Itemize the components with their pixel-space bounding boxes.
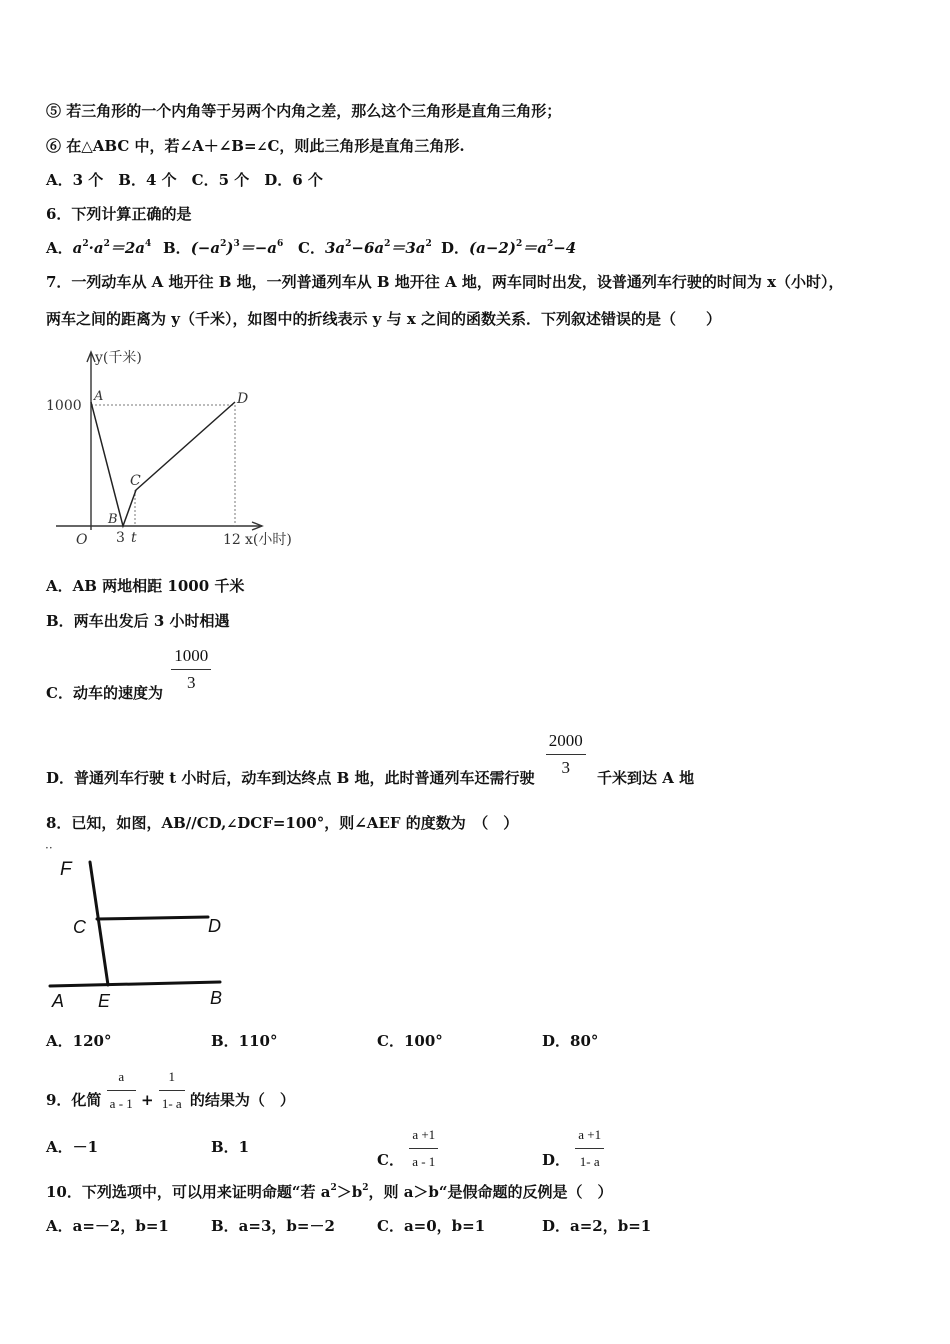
q9-stem — [46, 1066, 295, 1115]
q6-option-a — [46, 237, 151, 259]
plus-sign: + — [141, 1090, 154, 1109]
q9-stem-pre: 9．化简 — [46, 1090, 102, 1109]
y-axis-label: y(千米) — [95, 350, 142, 366]
fraction-numerator: a — [107, 1066, 136, 1091]
fraction-denominator: 3 — [561, 758, 570, 777]
q7-option-d-text: D．普通列车行驶 t 小时后，动车到达终点 B 地，此时普通列车还需行驶 — [46, 768, 535, 787]
fraction-numerator: 1 — [159, 1066, 185, 1091]
exponent: 2 — [362, 1183, 369, 1193]
exponent: 2 — [546, 239, 554, 249]
q8-figure — [40, 840, 240, 1015]
point-e-label: E — [98, 991, 111, 1011]
expr-part: −6a — [351, 239, 385, 257]
q10-option-a: A．a=－2，b=1 — [46, 1217, 169, 1235]
q7-option-b: B．两车出发后 3 小时相遇 — [46, 612, 230, 630]
q9-option-c — [377, 1124, 438, 1173]
q9-fraction-1 — [107, 1066, 136, 1115]
q9-option-b: B．1 — [211, 1138, 250, 1156]
point-a-label: A — [52, 991, 65, 1011]
q7-option-c — [46, 645, 211, 702]
fraction-denominator: a - 1 — [109, 1096, 133, 1111]
q7-stem-line2: 两车之间的距离为 y（千米），如图中的折线表示 y 与 x 之间的函数关系．下列叙述错误的是（ ） — [46, 310, 721, 328]
fraction-numerator: a +1 — [575, 1124, 604, 1149]
q5-item6-end: C，则此三角形是直角三角形. — [267, 137, 465, 155]
fraction-denominator: 3 — [186, 673, 196, 692]
q7-option-c-text: C．动车的速度为 — [46, 683, 163, 702]
line-ab — [50, 982, 220, 986]
q10-stem-post: ，则 a＞b“是假命题的反例是（ ） — [368, 1183, 613, 1201]
option-label: D． — [441, 239, 470, 257]
expr-part: −4 — [553, 239, 577, 257]
line-fe — [90, 862, 108, 985]
exponent: 6 — [277, 239, 284, 249]
q8-stem-text: 8．已知，如图，AB//CD, — [46, 814, 227, 832]
q8-option-c: C．100° — [377, 1032, 443, 1050]
exponent: 2 — [330, 1183, 337, 1193]
point-a-label: A — [94, 389, 104, 404]
x-tick-12: 12 — [223, 532, 241, 548]
q7-graph — [40, 340, 310, 555]
exponent: 2 — [345, 239, 352, 249]
point-b-label: B — [210, 988, 223, 1008]
q10-stem — [46, 1181, 613, 1203]
q9-option-d-fraction — [575, 1124, 604, 1173]
corner-mark: ·· — [45, 841, 53, 855]
q5-item6 — [46, 135, 465, 159]
q6-option-d — [441, 237, 576, 259]
expr-part: ＝2a — [109, 239, 146, 257]
option-label: C． — [298, 239, 325, 257]
q7-option-c-fraction — [171, 645, 211, 694]
point-b-label: B — [108, 512, 118, 527]
q10-stem-mid: ＞b — [336, 1183, 363, 1201]
point-d-label: D — [237, 391, 249, 407]
q10-option-b: B．a=3，b=－2 — [211, 1217, 335, 1235]
exponent: 3 — [233, 239, 240, 249]
option-label: B． — [163, 239, 191, 257]
expr-part: 3a — [324, 239, 346, 257]
x-axis-label: x(小时) — [245, 532, 292, 548]
function-polyline — [91, 402, 235, 526]
q9-option-a: A．－1 — [46, 1138, 99, 1156]
q10-stem-pre: 10．下列选项中，可以用来证明命题“若 a — [46, 1183, 331, 1201]
q9-options — [46, 1124, 906, 1168]
point-d-label: D — [208, 916, 221, 936]
angle-symbol: ∠ — [256, 140, 268, 155]
fraction-numerator: 2000 — [546, 730, 586, 755]
q8-stem-end: DCF=100°，则∠AEF 的度数为 （ ） — [237, 814, 519, 832]
x-tick-t: t — [131, 530, 137, 546]
q7-option-d-end: 千米到达 A 地 — [596, 768, 695, 787]
q9-fraction-2 — [159, 1066, 185, 1115]
q6-option-c — [298, 237, 432, 259]
q6-stem: 6．下列计算正确的是 — [46, 205, 192, 223]
q7-option-a: A．AB 两地相距 1000 千米 — [46, 577, 245, 595]
point-c-label: C — [130, 473, 141, 489]
exponent: 4 — [145, 239, 152, 249]
line-cd — [97, 917, 208, 919]
q10-option-c: C．a=0，b=1 — [377, 1217, 486, 1235]
q9-option-d — [542, 1124, 604, 1173]
option-label: A． — [46, 239, 73, 257]
q6-option-b — [163, 237, 283, 259]
expr-part: a — [72, 239, 83, 257]
fraction-denominator: a - 1 — [412, 1154, 436, 1169]
q5-item6-text: ⑥ 在△ABC 中，若∠A＋∠B= — [46, 137, 257, 155]
angle-symbol: ∠ — [226, 817, 238, 832]
exponent: 2 — [425, 239, 432, 249]
x-tick-3: 3 — [116, 530, 125, 546]
point-c-label: C — [73, 917, 86, 937]
fraction-numerator: 1000 — [171, 645, 211, 670]
option-label: C． — [377, 1150, 404, 1169]
q7-option-d-fraction — [546, 730, 586, 779]
expr-part: (a−2) — [469, 239, 516, 257]
exponent: 2 — [515, 239, 523, 249]
q7-option-d — [46, 730, 695, 787]
fraction-numerator: a +1 — [409, 1124, 438, 1149]
q8-option-d: D．80° — [542, 1032, 599, 1050]
exponent: 2 — [384, 239, 391, 249]
fraction-denominator: 1- a — [579, 1154, 600, 1169]
exponent: 2 — [220, 239, 227, 249]
exponent: 2 — [103, 239, 110, 249]
exponent: 2 — [82, 239, 89, 249]
expr-part: (−a — [190, 239, 221, 257]
q7-stem-line1: 7．一列动车从 A 地开往 B 地，一列普通列车从 B 地开往 A 地，两车同时出发，设普通列车行驶的时间为 x（小时）， — [46, 273, 844, 291]
q8-option-a: A．120° — [46, 1032, 112, 1050]
q10-option-d: D．a=2，b=1 — [542, 1217, 652, 1235]
point-f-label: F — [60, 859, 72, 880]
origin-label: O — [76, 532, 88, 548]
q8-stem — [46, 812, 518, 836]
expr-part: ) — [226, 239, 234, 257]
q9-option-c-fraction — [409, 1124, 438, 1173]
expr-part: ·a — [88, 239, 104, 257]
expr-part: ＝a — [522, 239, 547, 257]
q5-options: A．3 个 B．4 个 C．5 个 D．6 个 — [46, 171, 323, 189]
expr-part: ＝−a — [239, 239, 278, 257]
q8-option-b: B．110° — [211, 1032, 278, 1050]
fraction-denominator: 1- a — [161, 1096, 182, 1111]
option-label: D． — [542, 1150, 571, 1169]
q9-stem-post: 的结果为（ ） — [189, 1090, 295, 1109]
y-tick-1000: 1000 — [46, 398, 82, 414]
q5-item5: ⑤ 若三角形的一个内角等于另两个内角之差，那么这个三角形是直角三角形； — [46, 102, 562, 120]
expr-part: ＝3a — [390, 239, 426, 257]
